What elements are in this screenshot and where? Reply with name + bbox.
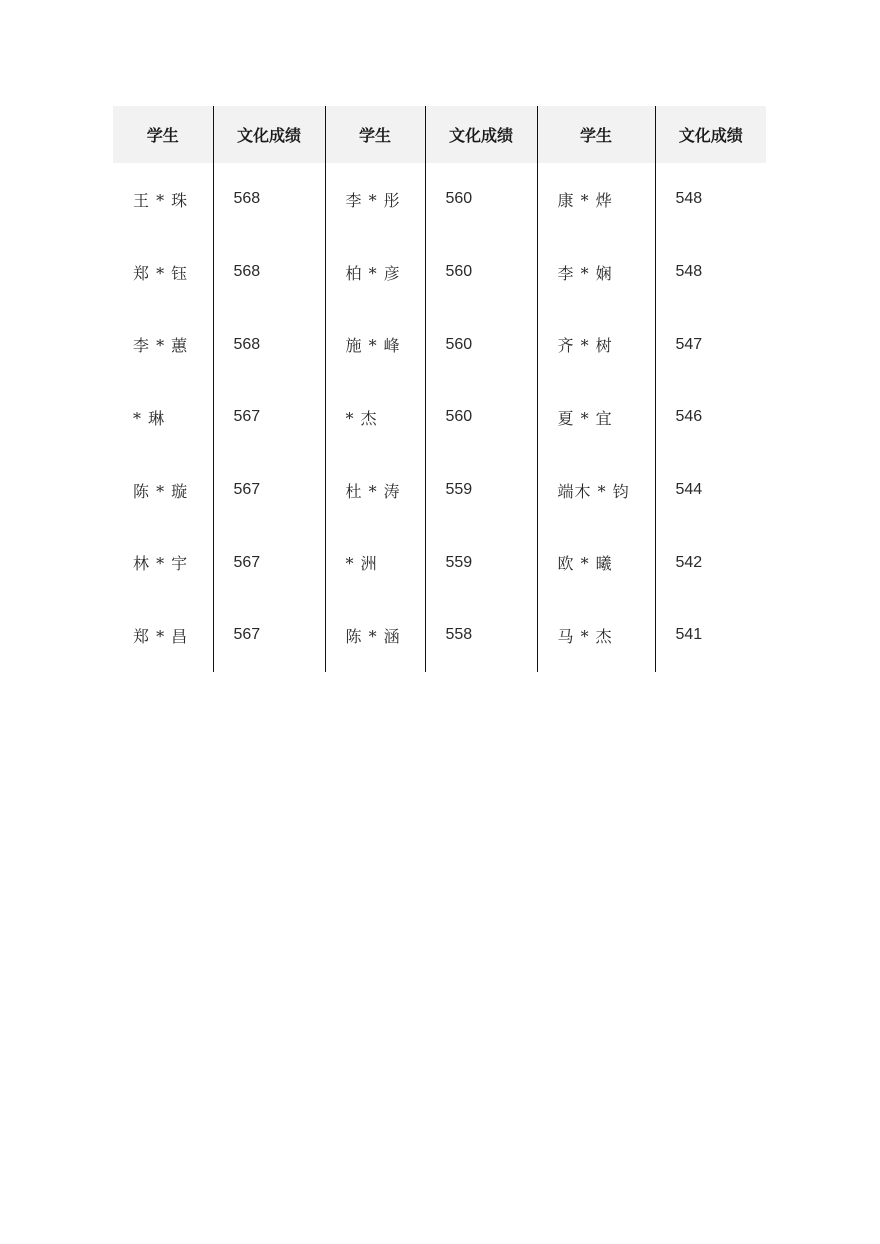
culture-score: 544 [655,454,766,527]
table-row [113,454,766,527]
student-name: 李 * 蕙 [133,336,189,356]
student-name: * 琳 [133,408,166,428]
culture-score: 559 [425,454,537,527]
table-row [113,381,766,454]
table-row [113,599,766,672]
culture-score: 567 [213,381,325,454]
header-score: 文化成绩 [425,106,537,163]
score-table [113,106,766,672]
culture-score: 559 [425,526,537,599]
culture-score: 542 [655,526,766,599]
header-score: 文化成绩 [213,106,325,163]
culture-score: 541 [655,599,766,672]
culture-score: 567 [213,526,325,599]
header-student: 学生 [113,106,213,163]
student-name: 夏 * 宜 [537,381,655,454]
header-row [113,106,766,163]
student-name: 李 * 彤 [325,163,425,236]
table-row [113,308,766,381]
student-name: 陈 * 涵 [325,599,425,672]
student-name: 王 * 珠 [133,190,189,210]
culture-score: 558 [425,599,537,672]
student-name: 欧 * 曦 [537,526,655,599]
table-header [113,106,766,163]
culture-score: 560 [425,308,537,381]
culture-score: 546 [655,381,766,454]
header-student: 学生 [325,106,425,163]
table-row [113,236,766,309]
culture-score: 567 [213,454,325,527]
student-name: 施 * 峰 [325,308,425,381]
student-name: 林 * 宇 [133,554,189,574]
student-name: 郑 * 昌 [133,626,189,646]
culture-score: 567 [213,599,325,672]
culture-score: 560 [425,163,537,236]
header-score: 文化成绩 [655,106,766,163]
student-name: 康 * 烨 [537,163,655,236]
culture-score: 568 [213,308,325,381]
culture-score: 560 [425,236,537,309]
culture-score: 560 [425,381,537,454]
culture-score: 547 [655,308,766,381]
table-row [113,163,766,236]
student-name: 马 * 杰 [537,599,655,672]
student-name: 齐 * 树 [537,308,655,381]
student-name: 李 * 娴 [537,236,655,309]
student-name: 郑 * 钰 [133,263,189,283]
table-row [113,526,766,599]
table-body [113,163,766,672]
culture-score: 548 [655,236,766,309]
student-name: * 杰 [325,381,425,454]
culture-score: 568 [213,236,325,309]
student-name: 端木 * 钧 [537,454,655,527]
student-name: 陈 * 璇 [133,481,189,501]
student-name: * 洲 [325,526,425,599]
header-student: 学生 [537,106,655,163]
student-name: 柏 * 彦 [325,236,425,309]
culture-score: 568 [213,163,325,236]
culture-score: 548 [655,163,766,236]
student-name: 杜 * 涛 [325,454,425,527]
